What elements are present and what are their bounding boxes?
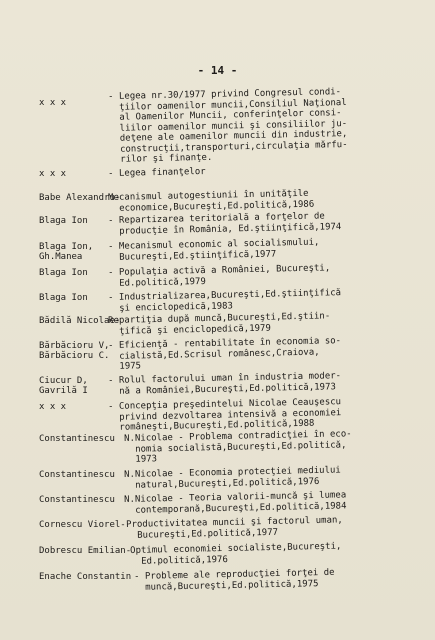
entry-description: - Industrializarea,Bucureşti,Ed.ştiinţifică şi enciclopedică,1983 (108, 288, 342, 314)
entry-author: Constantinescu (39, 434, 115, 444)
entry-description: Repartiţia după muncă,Bucureşti,Ed.ştiin- ţifică şi enciclopedică,1979 (108, 311, 331, 337)
entry-author: Dobrescu Emilian- (39, 546, 132, 556)
entry-author: Blaga Ion, Gh.Manea (39, 242, 94, 262)
entry-description: - Populaţia activă a României, Bucureşti, Ed.politică,1979 (108, 263, 331, 289)
entry-description: - Legea nr.30/1977 privind Congresul condi- ţiilor oamenilor muncii,Consiliul Naţional al Oamenilor Muncii, conferinţelor consi- liilor oamenilor muncii şi consiliilor ju- deţene ale oamenilor muncii din industrie, construcţii,transporturi,circulaţia mărfu- rilor şi finanţe. (108, 87, 348, 165)
entry-description: N.Nicolae - Teoria valorii-muncă şi lumea contemporană,Bucureşti,Ed.politică,1984 (124, 490, 347, 516)
entry-description: - Legea finanţelor (108, 166, 206, 179)
entry-author: Constantinescu (39, 495, 115, 505)
entry-author: x x x (39, 98, 67, 108)
entry-author: Babe Alexandru- (39, 193, 121, 203)
entry-author: Blaga Ion (39, 293, 88, 303)
entry-description: - Concepţia preşedintelui Nicolae Ceauşescu privind dezvoltarea intensivă a economiei româneşti,Bucureşti,Ed.politică,1988 (108, 397, 342, 433)
entry-description: - Probleme ale reproducţiei forţei de muncă,Bucureşti,Ed.politică,1975 (134, 567, 335, 593)
entry-author: Cornescu Viorel- (39, 520, 126, 530)
entry-description: Productivitatea muncii şi factorul uman, Bucureşti,Ed.politică,1977 (126, 515, 343, 541)
entry-author: Constantinescu (39, 470, 115, 480)
entry-description: - Rolul factorului uman în industria moder- nă a României,Bucureşti,Ed.politică,1973 (108, 371, 342, 397)
bibliography-entry (0, 567, 435, 612)
entry-author: Bădilă Nicolae- (39, 316, 121, 326)
entry-author: Blaga Ion (39, 216, 88, 226)
entry-description: - Eficienţă - rentabilitate în economia so- cialistă,Ed.Scrisul românesc,Craiova, 1975 (108, 336, 342, 372)
entry-description: Mecanismul autogestiunii în unităţile economice,Bucureşti,Ed.politică,1986 (108, 188, 315, 214)
page-number: - 14 - (197, 64, 238, 77)
entry-author: Bărbăcioru V, Bărbăcioru C. (39, 341, 110, 361)
entry-author: x x x (39, 402, 67, 412)
bibliography-entry (0, 87, 435, 165)
entry-author: x x x (39, 169, 67, 179)
entry-description: N.Nicolae - Problema contradicţiei în eco- nomia socialistă,Bucureşti,Ed.politică, 1973 (124, 429, 352, 465)
entry-author: Ciucur D, Gavrilă I (39, 376, 88, 396)
entry-description: N.Nicolae - Economia protecţiei mediului natural,Bucureşti,Ed.politică,1976 (124, 465, 341, 491)
entry-author: Enache Constantin (39, 572, 132, 582)
entry-description: - Repartizarea teritorială a forţelor de producţie în România, Ed.ştiinţifică,1974 (108, 211, 342, 237)
entry-author: Blaga Ion (39, 268, 88, 278)
entry-description: - Mecanismul economic al socialismului, Bucureşti,Ed.ştiinţifică,1977 (108, 237, 320, 263)
entry-description: Optimul economiei socialiste,Bucureşti, Ed.politică,1976 (130, 541, 342, 567)
